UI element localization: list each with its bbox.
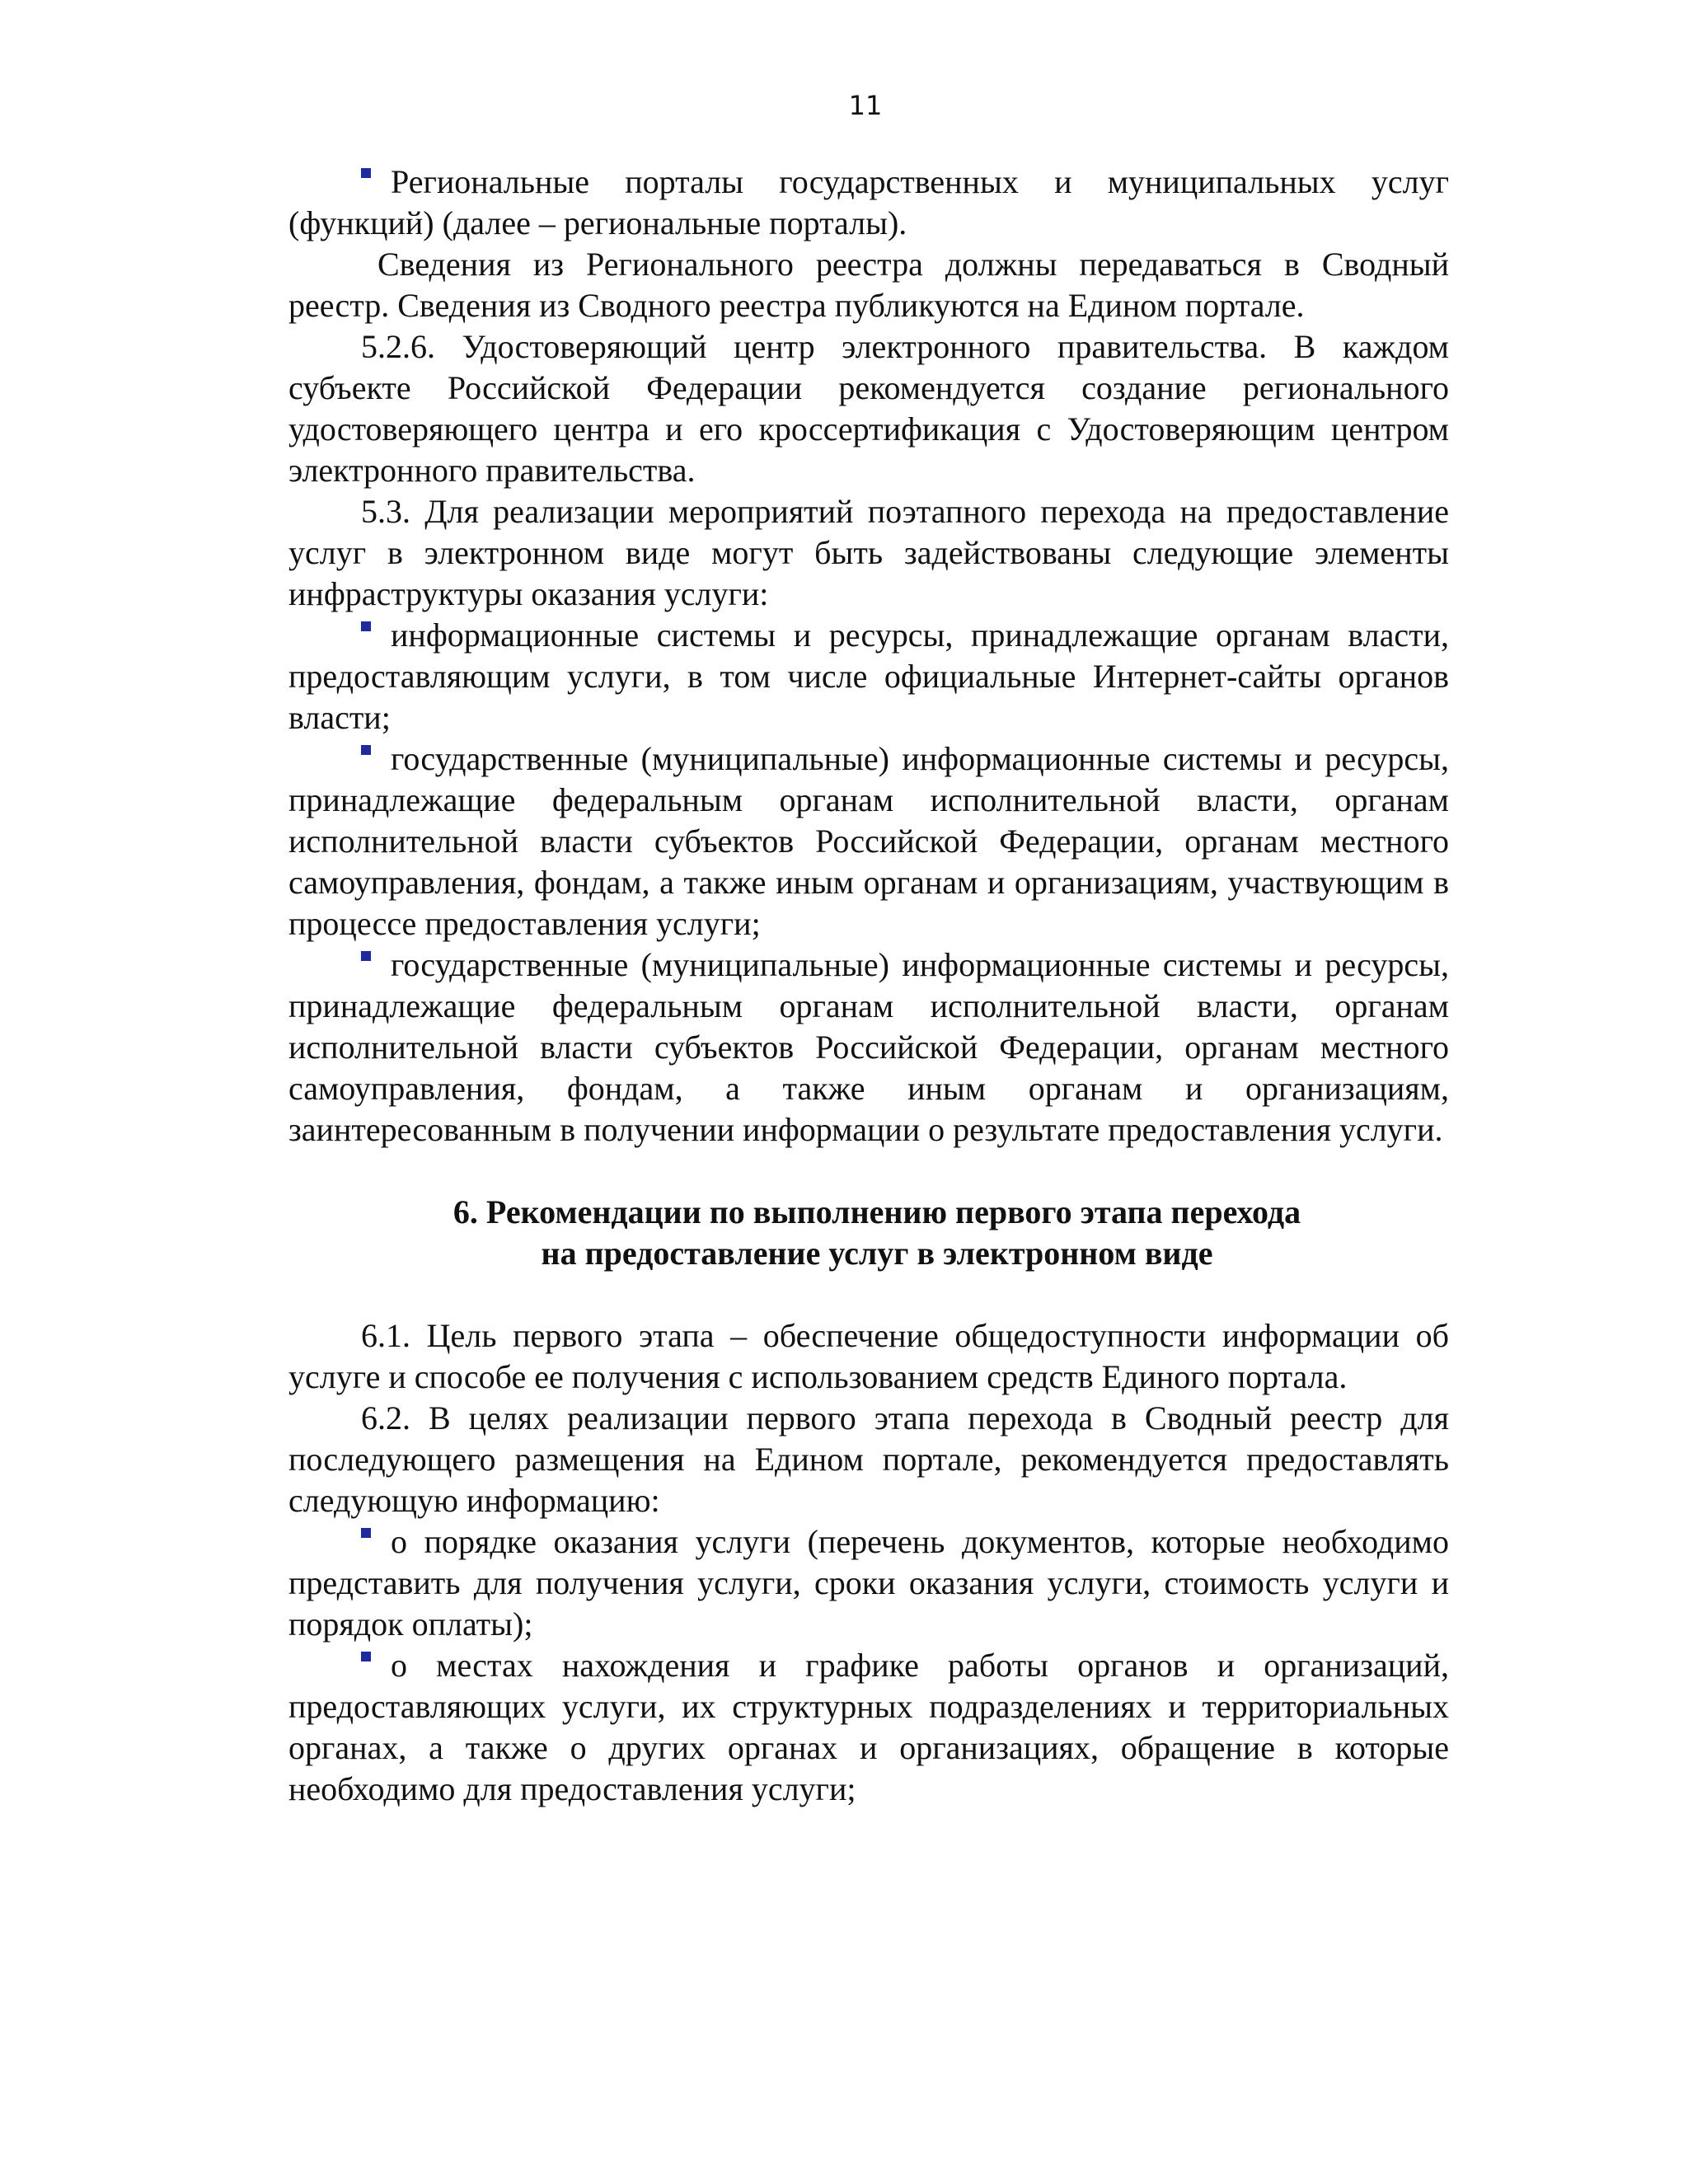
paragraph (288, 1315, 1449, 1398)
section-heading-line-1: 6. Рекомендации по выполнению первого этапа перехода (452, 1193, 1301, 1230)
square-bullet-icon (361, 745, 371, 755)
section-heading-line-2: на предоставление услуг в электронном виде (541, 1235, 1213, 1272)
page-number: 11 (848, 90, 883, 121)
paragraph (288, 244, 1449, 326)
paragraph (288, 326, 1449, 491)
square-bullet-icon (361, 1652, 371, 1661)
bullet-paragraph (288, 615, 1449, 738)
square-bullet-icon (361, 951, 371, 961)
paragraph-text: 5.3. Для реализации мероприятий поэтапного перехода на предоставление услуг в электронном виде могут быть задействованы следующие элементы инфраструктуры оказания услуги: (288, 493, 1449, 612)
paragraph-text: 6.2. В целях реализации первого этапа перехода в Сводный реестр для последующего размещения на Едином портале, рекомендуется предоставлять следующую информацию: (288, 1399, 1449, 1519)
bullet-paragraph (288, 738, 1449, 944)
document-body (288, 162, 1449, 1810)
bullet-paragraph (288, 1521, 1449, 1645)
paragraph-text: о местах нахождения и графике работы органов и организаций, предоставляющих услуги, их структурных подразделениях и территориальных органах, а также о других органах и организациях, обращение в которые необходимо для предоставления услуги; (288, 1647, 1449, 1807)
section-heading (288, 1192, 1449, 1274)
paragraph-text: о порядке оказания услуги (перечень документов, которые необходимо представить для получения услуги, сроки оказания услуги, стоимость услуги и порядок оплаты); (288, 1523, 1449, 1643)
square-bullet-icon (361, 168, 371, 178)
paragraph-text: 5.2.6. Удостоверяющий центр электронного правительства. В каждом субъекте Российской Федерации рекомендуется создание регионального удостоверяющего центра и его кроссертификация с Удостоверяющим центром электронного правительства. (288, 328, 1449, 489)
square-bullet-icon (361, 621, 371, 631)
paragraph (288, 1398, 1449, 1521)
bullet-paragraph (288, 944, 1449, 1151)
paragraphs-section-5 (288, 162, 1449, 1151)
paragraph-text: Региональные порталы государственных и муниципальных услуг (функций) (далее – региональные порталы). (288, 163, 1449, 241)
paragraphs-section-6 (288, 1315, 1449, 1810)
paragraph-text: государственные (муниципальные) информационные системы и ресурсы, принадлежащие федеральным органам исполнительной власти, органам исполнительной власти субъектов Российской Федерации, органам местного самоуправления, фондам, а также иным органам и организациям, участвующим в процессе предоставления услуги; (288, 740, 1449, 942)
bullet-paragraph (288, 1645, 1449, 1810)
paragraph-text: Сведения из Регионального реестра должны передаваться в Сводный реестр. Сведения из Сводного реестра публикуются на Едином портале. (288, 246, 1449, 324)
paragraph (288, 491, 1449, 615)
paragraph-text: государственные (муниципальные) информационные системы и ресурсы, принадлежащие федеральным органам исполнительной власти, органам исполнительной власти субъектов Российской Федерации, органам местного самоуправления, фондам, а также иным органам и организациям, заинтересованным в получении информации о результате предоставления услуги. (288, 946, 1449, 1148)
paragraph-text: 6.1. Цель первого этапа – обеспечение общедоступности информации об услуге и способе ее получения с использованием средств Единого портала. (288, 1317, 1449, 1395)
paragraph-text: информационные системы и ресурсы, принадлежащие органам власти, предоставляющим услуги, в том числе официальные Интернет-сайты органов власти; (288, 616, 1449, 736)
bullet-paragraph (288, 162, 1449, 244)
square-bullet-icon (361, 1528, 371, 1538)
